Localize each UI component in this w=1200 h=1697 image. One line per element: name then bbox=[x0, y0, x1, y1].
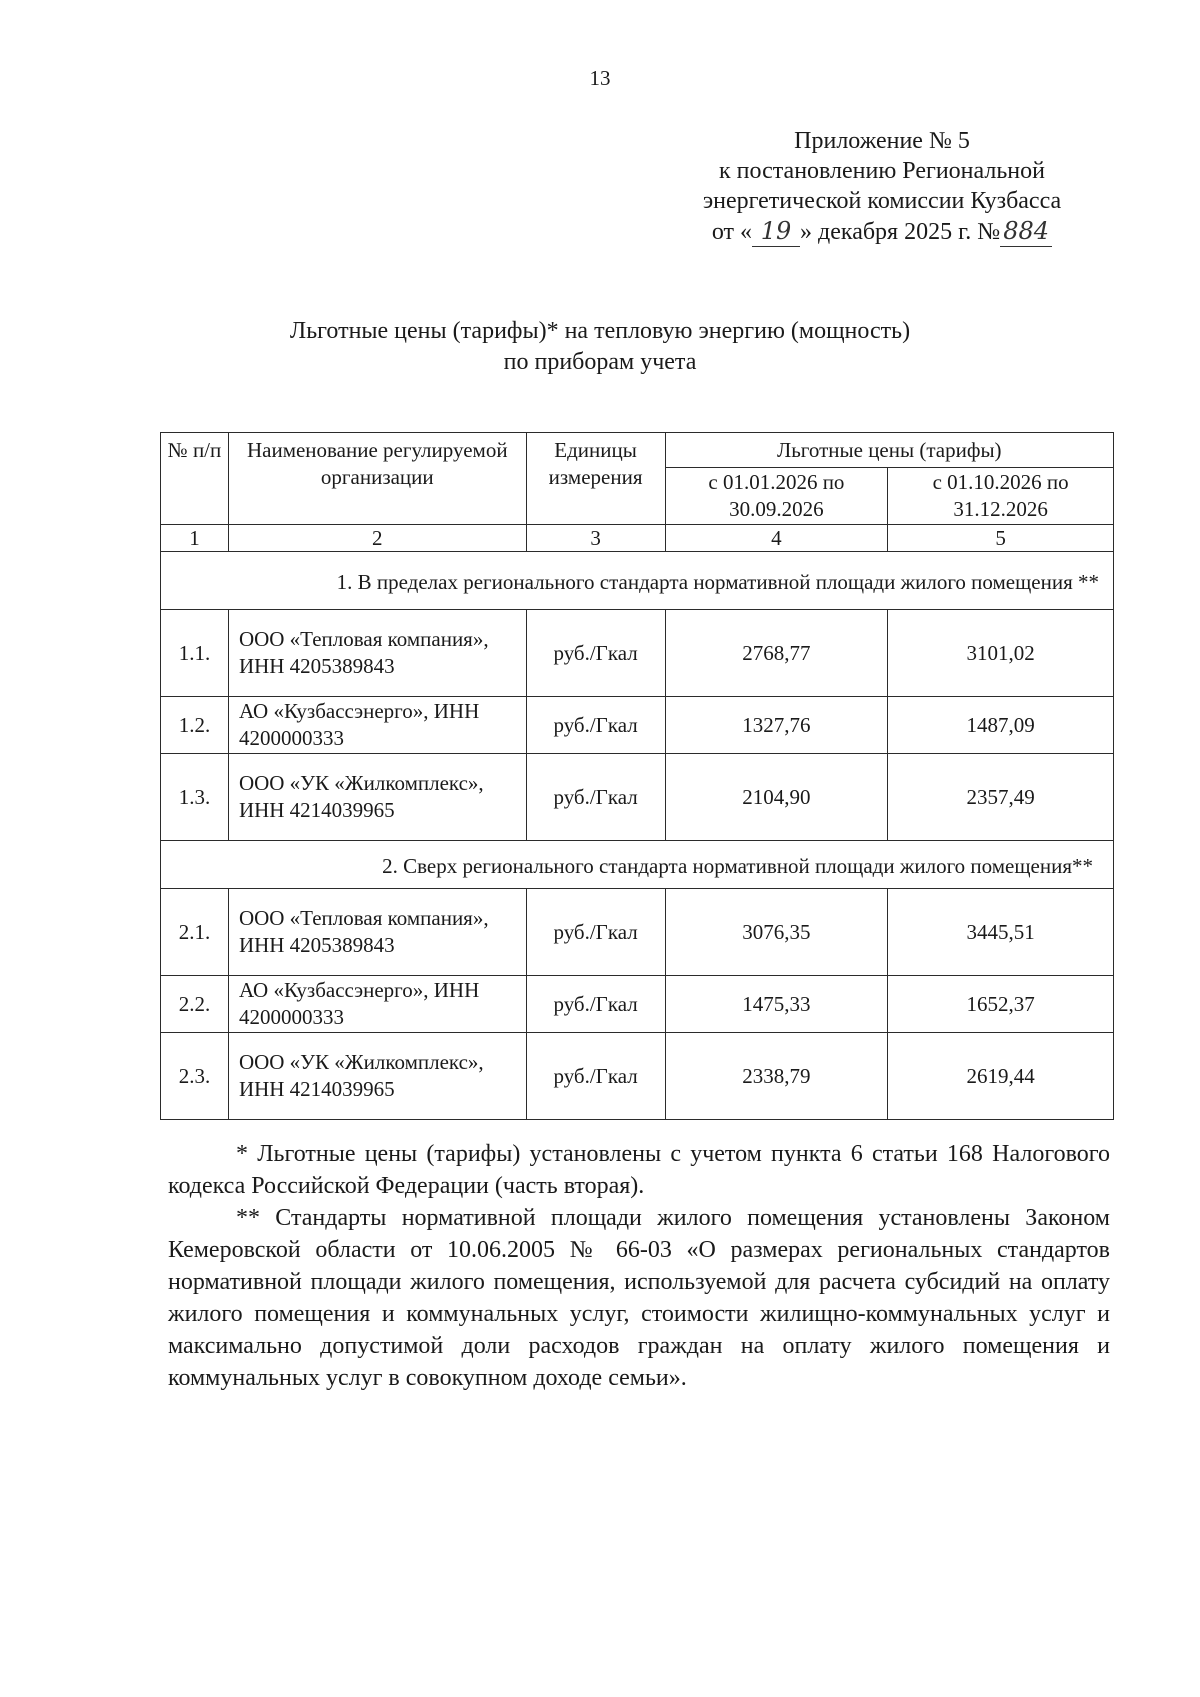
row-price-2: 1652,37 bbox=[888, 976, 1114, 1033]
table-row bbox=[161, 976, 1114, 1033]
row-price-2: 2357,49 bbox=[888, 754, 1114, 841]
appendix-line-3: энергетической комиссии Кузбасса bbox=[702, 188, 1062, 214]
row-org: ООО «УК «Жилкомплекс», ИНН 4214039965 bbox=[228, 1033, 526, 1120]
header-org: Наименование регулируемой организации bbox=[228, 433, 526, 525]
row-num: 2.2. bbox=[161, 976, 229, 1033]
table-row bbox=[161, 754, 1114, 841]
title-line-2: по приборам учета bbox=[503, 349, 697, 375]
row-unit: руб./Гкал bbox=[526, 697, 665, 754]
row-price-2: 1487,09 bbox=[888, 697, 1114, 754]
row-price-1: 1475,33 bbox=[665, 976, 888, 1033]
footnote-1: * Льготные цены (тарифы) установлены с учетом пункта 6 статьи 168 Налогового кодекса Российской Федерации (часть вторая). bbox=[168, 1141, 1110, 1199]
document-title bbox=[200, 316, 1000, 378]
header-period-1: с 01.01.2026 по 30.09.2026 bbox=[665, 468, 888, 525]
footnotes bbox=[168, 1138, 1110, 1394]
row-org: АО «Кузбассэнерго», ИНН 4200000333 bbox=[228, 697, 526, 754]
handwritten-doc-number: 884 bbox=[1000, 216, 1052, 247]
section-2-title: 2. Сверх регионального стандарта нормативной площади жилого помещения** bbox=[161, 841, 1114, 889]
appendix-line-2: к постановлению Региональной bbox=[719, 158, 1045, 184]
page-number: 13 bbox=[589, 66, 611, 90]
row-price-1: 2768,77 bbox=[665, 610, 888, 697]
tariff-table bbox=[160, 432, 1114, 1120]
row-price-1: 2104,90 bbox=[665, 754, 888, 841]
section-row bbox=[161, 841, 1114, 889]
handwritten-day: 19 bbox=[752, 216, 800, 247]
row-num: 1.3. bbox=[161, 754, 229, 841]
section-row bbox=[161, 552, 1114, 610]
row-unit: руб./Гкал bbox=[526, 1033, 665, 1120]
row-unit: руб./Гкал bbox=[526, 976, 665, 1033]
table-row bbox=[161, 1033, 1114, 1120]
date-prefix: от « bbox=[711, 219, 753, 245]
appendix-date-line bbox=[652, 216, 1112, 247]
row-unit: руб./Гкал bbox=[526, 754, 665, 841]
row-org: ООО «Тепловая компания», ИНН 4205389843 bbox=[228, 610, 526, 697]
footnote-2: ** Стандарты нормативной площади жилого помещения установлены Законом Кемеровской области от 10.06.2005 № 66-03 «О размерах региональных стандартов нормативной площади жилого помещения, используемой для расчета субсидий на оплату жилого помещения и коммунальных услуг, стоимости жилищно-коммунальных услуг и максимально допустимой доли расходов граждан на оплату жилого помещения и коммунальных услуг в совокупном доходе семьи». bbox=[168, 1205, 1110, 1391]
row-org: ООО «Тепловая компания», ИНН 4205389843 bbox=[228, 889, 526, 976]
column-number: 2 bbox=[228, 525, 526, 552]
column-numbers-row bbox=[161, 525, 1114, 552]
header-prices: Льготные цены (тарифы) bbox=[665, 433, 1113, 468]
row-price-2: 3101,02 bbox=[888, 610, 1114, 697]
row-price-2: 3445,51 bbox=[888, 889, 1114, 976]
row-num: 1.1. bbox=[161, 610, 229, 697]
header-num: № п/п bbox=[161, 433, 229, 525]
row-org: ООО «УК «Жилкомплекс», ИНН 4214039965 bbox=[228, 754, 526, 841]
title-line-1: Льготные цены (тарифы)* на тепловую энергию (мощность) bbox=[289, 318, 911, 344]
row-num: 2.1. bbox=[161, 889, 229, 976]
row-num: 1.2. bbox=[161, 697, 229, 754]
appendix-title: Приложение № 5 bbox=[794, 128, 970, 154]
header-period-2: с 01.10.2026 по 31.12.2026 bbox=[888, 468, 1114, 525]
column-number: 4 bbox=[665, 525, 888, 552]
table-row bbox=[161, 697, 1114, 754]
row-price-1: 3076,35 bbox=[665, 889, 888, 976]
table-row bbox=[161, 889, 1114, 976]
row-org: АО «Кузбассэнерго», ИНН 4200000333 bbox=[228, 976, 526, 1033]
row-unit: руб./Гкал bbox=[526, 889, 665, 976]
column-number: 3 bbox=[526, 525, 665, 552]
table-header-row bbox=[161, 433, 1114, 468]
table-row bbox=[161, 610, 1114, 697]
row-price-1: 1327,76 bbox=[665, 697, 888, 754]
appendix-header bbox=[652, 126, 1112, 247]
column-number: 1 bbox=[161, 525, 229, 552]
column-number: 5 bbox=[888, 525, 1114, 552]
row-unit: руб./Гкал bbox=[526, 610, 665, 697]
row-price-2: 2619,44 bbox=[888, 1033, 1114, 1120]
section-1-title: 1. В пределах регионального стандарта нормативной площади жилого помещения ** bbox=[161, 552, 1114, 610]
date-middle: » декабря 2025 г. № bbox=[800, 219, 1001, 245]
row-price-1: 2338,79 bbox=[665, 1033, 888, 1120]
row-num: 2.3. bbox=[161, 1033, 229, 1120]
header-unit: Единицы измерения bbox=[526, 433, 665, 525]
